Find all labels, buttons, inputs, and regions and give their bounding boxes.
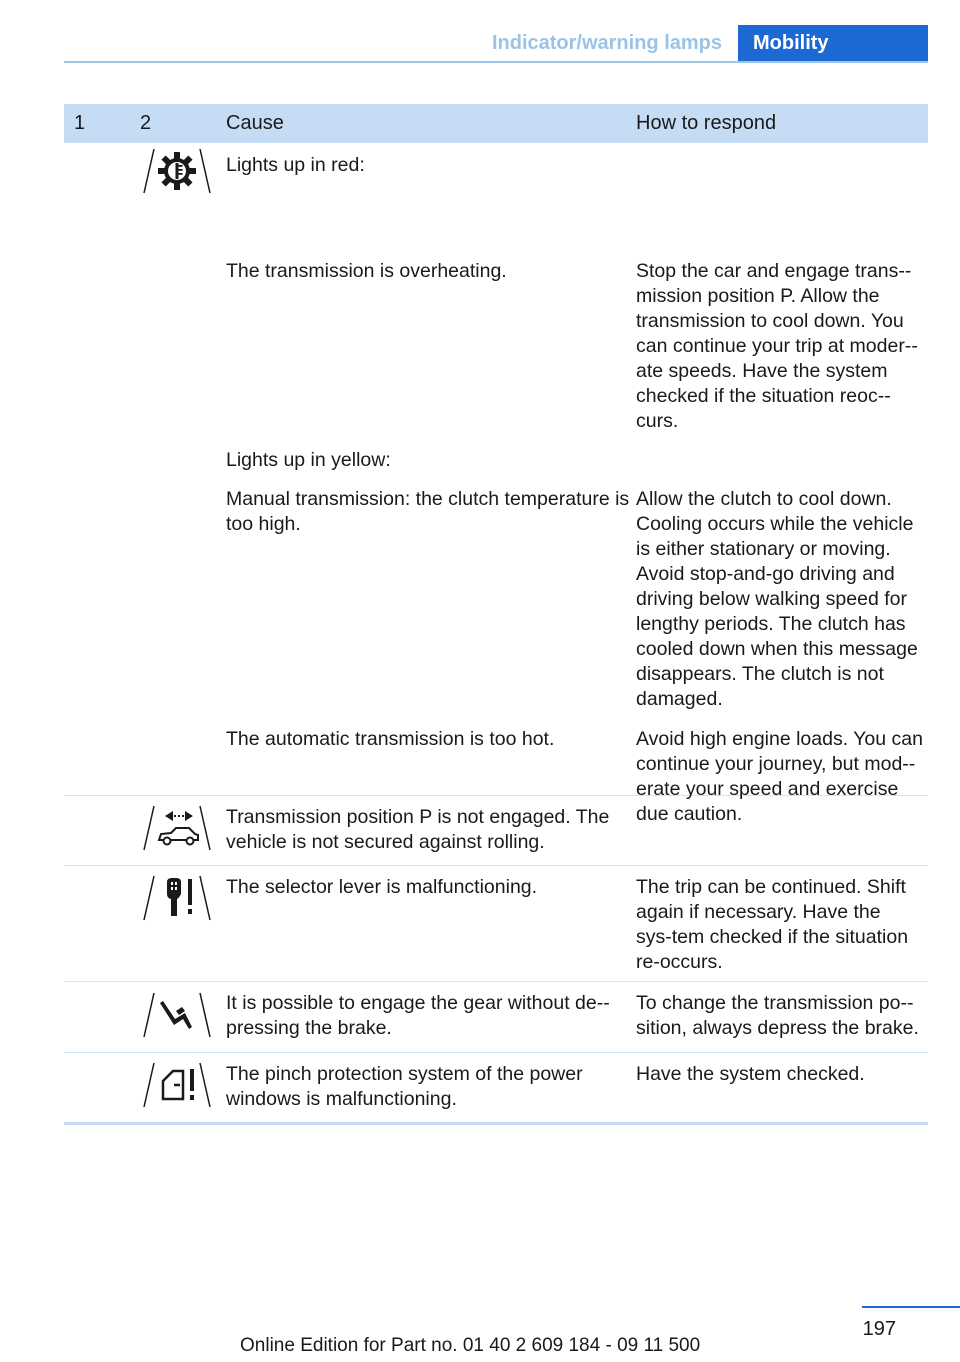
cause-header: Cause [226,112,284,134]
cause-cell: It is possible to engage the gear without de-pressing the brake. [226,992,610,1039]
table-row [64,805,636,855]
header-rule [64,61,928,63]
header-chapter-tab: Mobility [738,25,928,62]
table-row-group [64,982,928,1053]
respond-cell: To change the transmission po-sition, always depress the brake. [636,992,919,1039]
cause-cell: The automatic transmission is too hot. [226,728,555,750]
cause-cell: Manual transmission: the clutch temperature is too high. [226,488,630,535]
page-number: 197 [862,1318,896,1340]
cause-cell: Lights up in red: [226,154,365,176]
respond-cell: Have the system checked. [636,1063,865,1085]
footer-rule [862,1306,960,1308]
table-row [64,991,924,1041]
col-1-header: 1 [74,112,86,134]
table-row [64,487,924,712]
respond-cell: Avoid high engine loads. You can continue your journey, but mod-erate your speed and exercise due caution. [636,728,923,825]
respond-cell: Allow the clutch to cool down. Cooling occurs while the vehicle is either stationary or moving. Avoid stop-and-go driving and driving below walking speed for lengthy periods. The clutch has cooled down when this message disappears. The clutch is not damaged. [636,488,918,710]
cause-cell: Transmission position P is not engaged. The vehicle is not secured against rolling. [226,806,610,853]
cause-cell: The transmission is overheating. [226,260,507,282]
respond-cell: The trip can be continued. Shift again if necessary. Have the sys-tem checked if the situation re-occurs. [636,876,909,973]
col-2-header: 2 [140,112,152,134]
table-row [64,875,924,975]
table-header [64,104,928,143]
indicator-table [64,104,928,1125]
table-row-group [64,866,928,982]
table-row [64,153,636,178]
respond-cell: Stop the car and engage trans-mission position P. Allow the transmission to cool down. You can continue your trip at moder-ate speeds. Have the system checked if the situation reoc-curs. [636,260,918,432]
table-row-group [64,143,928,825]
edition-note: Online Edition for Part no. 01 40 2 609 184 - 09 11 500 [240,1335,701,1356]
cause-cell: Lights up in yellow: [226,449,391,471]
table-row [64,259,924,434]
table-row [64,448,636,473]
table-row-group [64,1053,928,1125]
cause-cell: The selector lever is malfunctioning. [226,876,538,898]
table-row-group [64,796,928,866]
header-section-title: Indicator/warning lamps [491,32,722,54]
respond-header: How to respond [636,112,777,134]
cause-cell: The pinch protection system of the power windows is malfunctioning. [226,1063,583,1110]
table-row [64,1062,924,1112]
